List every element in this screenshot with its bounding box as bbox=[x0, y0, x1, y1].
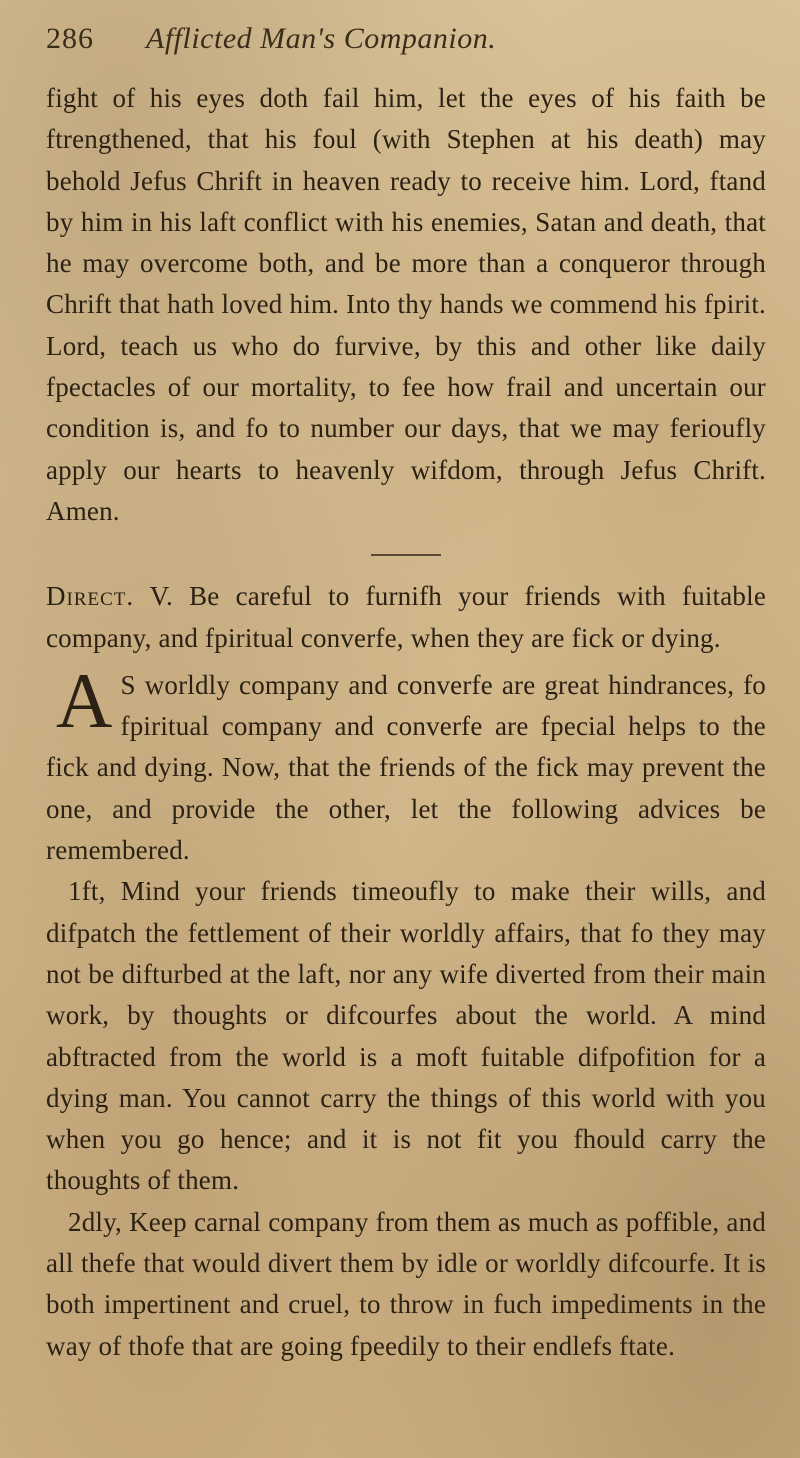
section-divider bbox=[371, 554, 441, 556]
page-number: 286 bbox=[46, 22, 94, 55]
page-header bbox=[46, 22, 766, 64]
direction-heading bbox=[46, 576, 766, 659]
drop-cap: A bbox=[56, 656, 113, 744]
direct-text: Be careful to furnifh your friends with fuitable company, and fpiritual converfe, when they are fick or dying. bbox=[46, 581, 767, 653]
advice-first-paragraph: 1ft, Mind your friends timeoufly to make their wills, and difpatch the fettlement of their worldly affairs, that fo they may not be difturbed at the laft, nor any wife diverted from their main work, by thoughts or difcourfes about the world. A mind abftracted from the world is a moft fuitable difpofition for a dying man. You cannot carry the things of this world with you when you go hence; and it is not fit you fhould carry the thoughts of them. bbox=[46, 876, 766, 1196]
advice-second-paragraph: 2dly, Keep carnal company from them as much as poffible, and all thefe that would divert them by idle or worldly difcourfe. It is both impertinent and cruel, to throw in fuch impediments in the way of thofe that are going fpeedily to their endlefs ftate. bbox=[46, 1206, 766, 1361]
intro-text: S worldly company and converfe are great hindrances, fo fpiritual company and converfe are fpecial helps to the fick and dying. Now, that the friends of the fick may prevent the one, and provide the other, let the following advices be remembered. bbox=[46, 669, 766, 866]
intro-paragraph bbox=[46, 656, 766, 871]
direct-label: Direct. bbox=[46, 581, 135, 612]
prayer-paragraph: fight of his eyes doth fail him, let the eyes of his faith be ftrengthened, that his foul (with Stephen at his death) may behold Jefus Chrift in heaven ready to receive him. Lord, ftand by him in his laft conflict with his enemies, Satan and death, that he may overcome both, and be more than a conqueror through Chrift that hath loved him. Into thy hands we commend his fpirit. Lord, teach us who do furvive, by this and other like daily fpectacles of our mortality, to fee how frail and uncertain our condition is, and fo to number our days, that we may ferioufly apply our hearts to heavenly wifdom, through Jefus Chrift. Amen. bbox=[46, 83, 766, 526]
direct-number: V. bbox=[149, 581, 173, 612]
running-head: Afflicted Man's Companion. bbox=[146, 22, 497, 55]
